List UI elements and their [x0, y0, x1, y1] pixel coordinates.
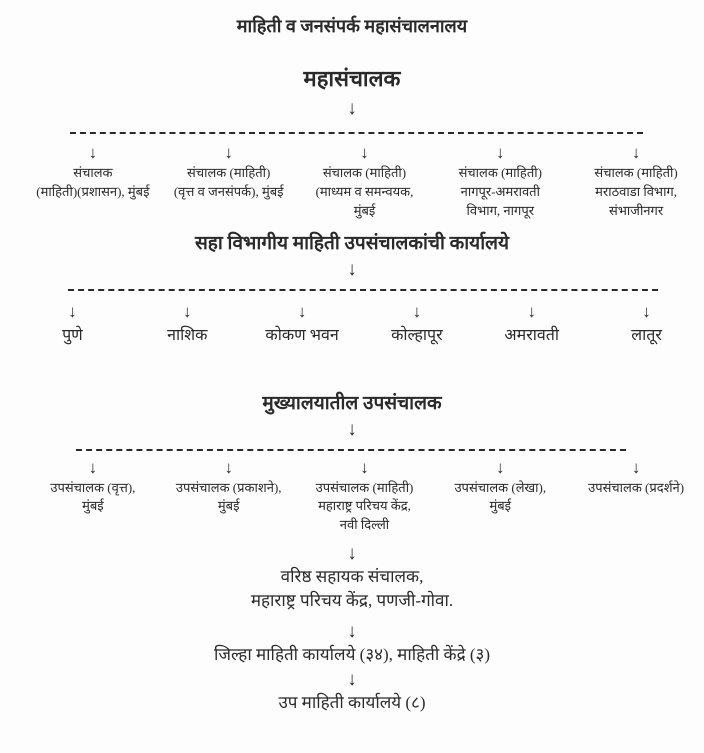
down-arrow-icon: ↓ [224, 457, 233, 477]
branch-line-text: (वृत्त व जनसंपर्क), मुंबई [173, 183, 284, 199]
branch-line-text: मुंबई [489, 498, 512, 514]
branch-line-text: उपसंचालक (लेखा), [454, 479, 547, 495]
branch-line-text: संचालक (माहिती) [322, 165, 407, 180]
branch-line-text: संचालक (माहिती) [187, 165, 271, 180]
office-pune [15, 301, 130, 347]
office-konkan-bhavan [245, 301, 360, 347]
down-arrow-icon: ↓ [68, 301, 77, 321]
branch-line-text: नवी दिल्ली [339, 517, 390, 533]
branch-deputy-info-new-delhi [297, 457, 433, 536]
branch-line-text: महाराष्ट्र परिचय केंद्र, [318, 498, 411, 514]
branch-line-text: उपसंचालक (प्रकाशने), [175, 479, 282, 495]
branch-line-text: (माहिती)(प्रशासन), मुंबई [36, 183, 150, 199]
branch-line [76, 449, 626, 451]
branch-deputy-news-mumbai [25, 457, 161, 536]
director-branch-row [0, 142, 704, 221]
down-arrow-icon: ↓ [224, 143, 233, 162]
node-sub-info-offices [0, 691, 704, 715]
divisional-offices-heading: सहा विभागीय माहिती उपसंचालकांची कार्यालये [194, 232, 510, 254]
down-arrow-icon: ↓ [88, 143, 98, 162]
down-arrow-icon: ↓ [360, 143, 369, 162]
page-title: माहिती व जनसंपर्क महासंचालनालय [236, 16, 468, 36]
down-arrow-icon: ↓ [347, 621, 357, 643]
office-name: पुणे [62, 326, 83, 344]
node-line-text: वरिष्ठ सहायक संचालक, [280, 567, 424, 587]
down-arrow-icon: ↓ [496, 143, 505, 162]
branch-line [68, 289, 658, 291]
node-line-text: उप माहिती कार्यालये (८) [278, 693, 426, 713]
down-arrow-icon: ↓ [631, 143, 641, 162]
branch-director-admin-mumbai [25, 142, 161, 221]
node-senior-assistant-director-goa [0, 565, 704, 613]
branch-director-media-coordination-mumbai [297, 142, 433, 221]
office-name: अमरावती [504, 326, 560, 344]
down-arrow-icon: ↓ [347, 418, 357, 440]
branch-deputy-publications-mumbai [161, 457, 297, 536]
down-arrow-icon: ↓ [631, 457, 641, 477]
branch-director-nagpur-amravati [432, 142, 568, 221]
down-arrow-icon: ↓ [347, 98, 357, 119]
down-arrow-icon: ↓ [88, 457, 98, 477]
node-district-info-offices [0, 643, 704, 667]
branch-line-text: संचालक (माहिती) [594, 165, 678, 180]
down-arrow-icon: ↓ [347, 543, 357, 565]
office-name: लातूर [631, 326, 662, 344]
branch-line-text: संभाजीनगर [609, 202, 664, 218]
branch-line-text: नागपूर-अमरावती [460, 183, 540, 199]
branch-line-text: उपसंचालक (प्रदर्शने) [588, 479, 685, 495]
hq-deputy-directors-heading: मुख्यालयातील उपसंचालक [262, 392, 442, 414]
branch-line-text: संचालक [73, 165, 113, 180]
director-general-heading: महासंचालक [303, 66, 401, 91]
office-nashik [130, 301, 245, 347]
branch-line-text: मुंबई [82, 498, 104, 514]
office-name: कोकण भवन [265, 326, 339, 344]
branch-line-text: मुंबई [217, 498, 240, 514]
branch-line-text: विभाग, नागपूर [466, 202, 535, 218]
branch-line-text: उपसंचालक (माहिती) [315, 479, 414, 495]
down-arrow-icon: ↓ [347, 258, 357, 280]
branch-deputy-accounts-mumbai [432, 457, 568, 536]
branch-line-text: मराठवाडा विभाग, [595, 183, 678, 199]
node-line-text: महाराष्ट्र परिचय केंद्र, पणजी-गोवा. [250, 591, 454, 611]
down-arrow-icon: ↓ [182, 301, 192, 321]
down-arrow-icon: ↓ [412, 301, 422, 321]
deputy-director-branch-row [0, 457, 704, 536]
office-amravati [474, 301, 589, 347]
branch-director-news-pr-mumbai [161, 142, 297, 221]
branch-deputy-exhibitions [568, 457, 704, 536]
divisional-office-row [0, 301, 704, 347]
branch-line-text: (माध्यम व समन्वयक, [315, 183, 414, 199]
branch-line [70, 132, 643, 134]
office-name: कोल्हापूर [391, 326, 443, 344]
down-arrow-icon: ↓ [347, 669, 357, 691]
office-name: नाशिक [167, 326, 208, 344]
down-arrow-icon: ↓ [527, 301, 536, 321]
branch-line-text: संचालक (माहिती) [458, 165, 542, 180]
node-line-text: जिल्हा माहिती कार्यालये (३४), माहिती केंद्रे (३) [213, 645, 491, 665]
branch-director-marathwada-sambhajinagar [568, 142, 704, 221]
down-arrow-icon: ↓ [496, 457, 505, 477]
office-latur [589, 301, 704, 347]
down-arrow-icon: ↓ [642, 301, 651, 321]
branch-line-text: मुंबई [353, 202, 376, 218]
down-arrow-icon: ↓ [297, 301, 307, 321]
office-kolhapur [359, 301, 474, 347]
branch-line-text: उपसंचालक (वृत्त), [50, 479, 136, 495]
down-arrow-icon: ↓ [360, 457, 369, 477]
